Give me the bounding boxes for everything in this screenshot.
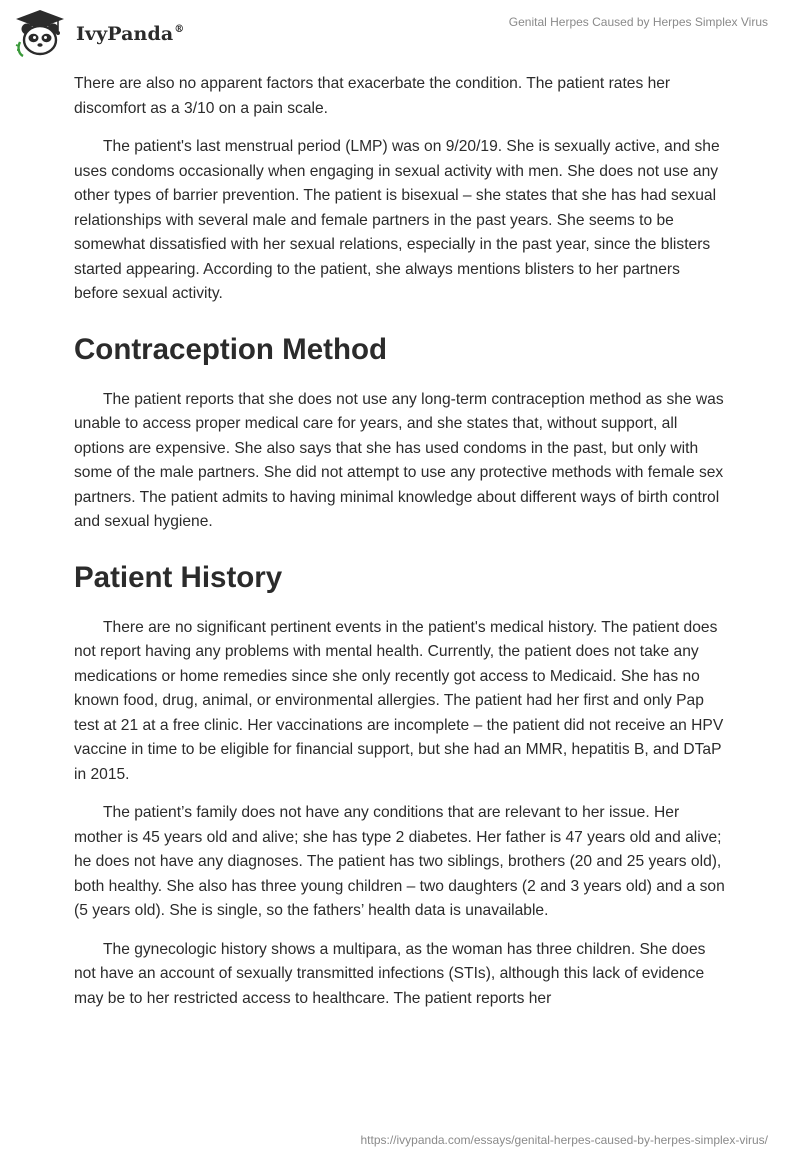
paragraph: The patient’s family does not have any conditions that are relevant to her issue. Her mother is 45 years old and alive; she has type 2 diabetes. Her father is 47 years old and alive; he does not have any diagnoses. The patient has two siblings, brothers (20 and 25 years old), both healthy. She also has three young children – two daughters (2 and 3 years old) and a son (5 years old). She is single, so the fathers’ health data is unavailable. — [74, 804, 725, 919]
source-url[interactable]: https://ivypanda.com/essays/genital-herpes-caused-by-herpes-simplex-virus/ — [360, 1133, 768, 1147]
document-title: Genital Herpes Caused by Herpes Simplex Virus — [508, 15, 768, 29]
section-heading-patient-history: Patient History — [74, 560, 283, 594]
page-header — [0, 0, 800, 66]
section-heading-contraception: Contraception Method — [74, 332, 388, 366]
brand-name: IvyPanda® — [76, 23, 185, 45]
paragraph: The patient reports that she does not use any long-term contraception method as she was unable to access proper medical care for years, and she states that, without support, all options are expensive. She also says that she has used condoms in the past, but only with some of the male partners. She did not attempt to use any protective methods with female sex partners. The patient admits to having minimal knowledge about different ways of birth control and sexual hygiene. — [74, 390, 724, 530]
paragraph: There are no significant pertinent events in the patient's medical history. The patient does not report having any problems with mental health. Currently, the patient does not take any medications or home remedies since she only recently got access to Medicaid. She has no known food, drug, animal, or environmental allergies. The patient had her first and only Pap test at 21 at a free clinic. Her vaccinations are incomplete – the patient did not receive an HPV vaccine in time to be eligible for financial support, but she had an MMR, hepatitis B, and DTaP in 2015. — [74, 618, 724, 783]
paragraph: The gynecologic history shows a multipara, as the woman has three children. She does not have an account of sexually transmitted infections (STIs), although this lack of evidence may be to her restricted access to healthcare. The patient reports her — [74, 940, 706, 1007]
ivypanda-logo[interactable] — [14, 8, 184, 58]
paragraph: There are also no apparent factors that exacerbate the condition. The patient rates her discomfort as a 3/10 on a pain scale. — [74, 75, 671, 117]
panda-graduate-icon — [14, 8, 66, 58]
essay-content — [74, 72, 726, 1025]
paragraph: The patient's last menstrual period (LMP) was on 9/20/19. She is sexually active, and she uses condoms occasionally when engaging in sexual activity with men. She does not use any other types of barrier prevention. The patient is bisexual – she states that she has had sexual relationships with several male and female partners in the past years. She seems to be somewhat dissatisfied with her sexual relations, especially in the past year, since the blisters started appearing. According to the patient, she always mentions blisters to her partners before sexual activity. — [74, 138, 720, 302]
